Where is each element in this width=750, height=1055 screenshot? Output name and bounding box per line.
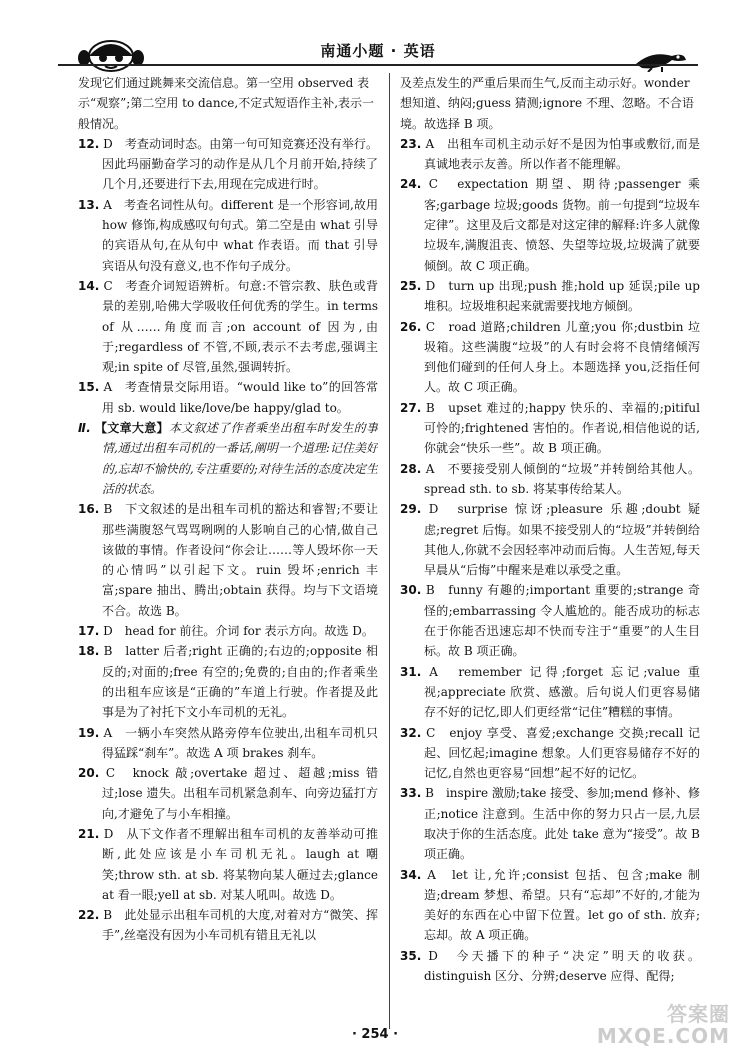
answer-columns [78,73,698,1033]
item-text: D 考查动词时态。由第一句可知竞赛还没有举行。因此玛丽勤奋学习的动作是从几个月前开始,持续了几个月,还要进行下去,用现在完成进行时。 [102,136,378,192]
answer-item [400,865,700,946]
answer-item [78,763,378,824]
item-text: C knock 敲;overtake 超过、超越;miss 错过;lose 遗失。出租车司机紧急刹车、向旁边猛打方向,才避免了与小车相撞。 [102,766,378,821]
answer-item [78,824,378,905]
watermark-line1: 答案圈 [667,1002,730,1026]
answer-item [78,905,378,946]
answer-item [78,134,378,195]
answer-item [400,580,700,661]
answer-item [78,499,378,621]
item-number: 28. [400,461,422,476]
item-text: B 此处显示出租车司机的大度,对着对方“微笑、挥手”,丝毫没有因为小车司机有错且无礼以 [102,908,378,943]
item-text: B funny 有趣的;important 重要的;strange 奇怪的;embarrassing 令人尴尬的。能否成功的标志在于你能否迅速忘却不快而专注于“重要”的人生目标。故 B 项正确。 [424,583,700,659]
item-text: C enjoy 享受、喜爱;exchange 交换;recall 记起、回忆起;imagine 想象。人们更容易储存不好的记忆,自然也更容易“回想”起不好的记忆。 [424,725,700,781]
item-number: 31. [400,664,422,679]
item-number: 33. [400,786,422,801]
item-number: 19. [78,725,100,740]
item-number: 32. [400,725,422,740]
item-text: A 出租车司机主动示好不是因为怕事或敷衍,而是真诚地表示友善。所以作者不能理解。 [424,136,700,172]
header-title: 南通小题 · 英语 [320,42,436,60]
item-number: 16. [78,502,100,517]
answer-item [400,174,700,275]
item-text: D 从下文作者不理解出租车司机的友善举动可推断,此处应该是小车司机无礼。laugh at 嘲笑;throw sth. at sb. 将某物向某人砸过去;glance at 看一眼;yell at sb. 对某人吼叫。故选 D。 [102,826,378,902]
answer-item [400,499,700,580]
answer-continuation: 发现它们通过跳舞来交流信息。第一空用 observed 表示“观察”;第二空用 to dance,不定式短语作主补,表示一般情况。 [78,76,375,131]
item-number: 21. [78,826,100,841]
item-number: 20. [78,766,100,781]
answer-item [400,723,700,784]
item-text: D surprise 惊讶;pleasure 乐趣;doubt 疑虑;regret 后悔。如果不接受别人的“垃圾”并转倒给其他人,你就不会因轻率冲动而后悔。人生苦短,每天早晨从“后悔”中醒来是难以承受之重。 [424,502,700,578]
left-column [78,73,378,1033]
watermark-line2: MXQE.COM [596,1024,730,1048]
answer-item [400,662,700,723]
answer-item [400,459,700,500]
item-text: B upset 难过的;happy 快乐的、幸福的;pitiful 可怜的;frightened 害怕的。作者说,相信他说的话,你就会“快乐一些”。故 B 项正确。 [424,400,700,456]
item-number: Ⅱ. [78,421,91,436]
header-rule [58,64,698,66]
answer-item [400,946,700,987]
answer-item [400,134,700,175]
item-number: 26. [400,319,422,334]
item-number: 27. [400,400,422,415]
answer-item [78,621,378,641]
item-number: 35. [400,948,422,963]
answer-item [78,195,378,276]
watermark [597,1003,730,1047]
item-number: 14. [78,278,100,293]
column-divider [389,73,390,1029]
item-number: 24. [400,177,422,192]
item-text: A 一辆小车突然从路旁停车位驶出,出租车司机只得猛踩“刹车”。故选 A 项 brakes 刹车。 [102,725,378,760]
item-number: 22. [78,908,100,923]
item-number: 34. [400,867,422,882]
item-number: 29. [400,502,422,517]
item-text: A let 让,允许;consist 包括、包含;make 制造;dream 梦想、希望。只有“忘却”不好的,才能为美好的东西在心中留下位置。let go of sth. 放弃;忘却。故 A 项正确。 [424,867,700,943]
item-text: A 考查名词性从句。different 是一个形容词,故用 how 修饰,构成感叹句句式。第二空是由 what 引导的宾语从句,在从句中 what 作表语。而 that 引导宾语从句没有意义,也不作句子成分。 [102,197,378,273]
item-text: C road 道路;children 儿童;you 你;dustbin 垃圾箱。这些满腹“垃圾”的人有时会将不良情绪倾泻到他们碰到的任何人身上。本题选择 you,泛指任何人。故 C 项正确。 [424,319,700,395]
item-number: 25. [400,278,422,293]
answer-item [78,723,378,764]
answer-continuation: 及差点发生的严重后果而生气,反而主动示好。wonder 想知道、纳闷;guess 猜测;ignore 不理、忽略。不合语境。故选择 B 项。 [400,76,694,131]
item-text: D turn up 出现;push 推;hold up 延误;pile up 堆积。垃圾堆积起来就需要找地方倾倒。 [424,278,700,314]
item-text: B 下文叙述的是出租车司机的豁达和睿智;不要让那些满腹怒气骂骂咧咧的人影响自己的心情,做自己该做的事情。作者设问“你会让……等人毁坏你一天的心情吗”以引起下文。ruin 毁坏;enrich 丰富;spare 抽出、腾出;obtain 获得。均与下文语境不合。故选 B。 [102,502,378,618]
answer-item [400,398,700,459]
item-text: B inspire 激励;take 接受、参加;mend 修补、修正;notice 注意到。生活中你的努力只占一层,九层取决于你的生活态度。此处 take 意为“接受”。故 B 项正确。 [424,786,700,862]
item-number: 15. [78,380,100,395]
passage-summary [78,418,378,499]
page-header [58,20,698,64]
item-number: 30. [400,583,422,598]
item-text: A remember 记得;forget 忘记;value 重视;appreciate 欣赏、感激。后句说人们更容易储存不好的记忆,即人们更经常“记住”糟糕的事情。 [424,664,700,720]
item-text: A 考查情景交际用语。“would like to”的回答常用 sb. would like/love/be happy/glad to。 [102,380,378,415]
item-text: C expectation 期望、期待;passenger 乘客;garbage 垃圾;goods 货物。前一句提到“垃圾车定律”。这里及后文都是对这定律的解释:许多人就像垃圾车,满腹沮丧、愤怒、失望等垃圾,垃圾满了就要倾倒。故 C 项正确。 [424,177,700,273]
item-text: A 不要接受别人倾倒的“垃圾”并转倒给其他人。spread sth. to sb. 将某事传给某人。 [424,461,700,496]
item-number: 18. [78,644,100,659]
right-column [400,73,700,1033]
item-text: D 今天播下的种子“决定”明天的收获。distinguish 区分、分辨;deserve 应得、配得; [424,948,700,984]
item-number: 13. [78,197,100,212]
answer-item [400,783,700,864]
item-number: 23. [400,136,422,151]
answer-item [78,276,378,377]
cartoon-animal-icon [632,46,688,72]
item-number: 12. [78,136,100,151]
answer-item [400,276,700,317]
page-number: · 254 · [351,1027,399,1042]
answer-item [78,641,378,722]
answer-item [78,377,378,418]
summary-tag: 【文章大意】 [94,421,169,436]
item-text: B latter 后者;right 正确的;右边的;opposite 相反的;对面的;free 有空的;免费的;自由的;作者乘坐的出租车应该是“正确的”车道上行驶。作者提及此事是为了衬托下文小车司机的无礼。 [102,644,378,720]
item-text: 本文叙述了作者乘坐出租车时发生的事情,通过出租车司机的一番话,阐明一个道理:记住美好的,忘却不愉快的,专注重要的;对待生活的态度决定生活的状态。 [102,421,378,496]
item-text: C 考查介词短语辨析。句意:不管宗教、肤色或背景的差别,哈佛大学吸收任何优秀的学生。in terms of 从……角度而言;on account of 因为,由于;regardless of 不管,不顾,表示不去考虑,强调主观;in spite of 尽管,虽然,强调转折。 [102,278,378,375]
item-number: 17. [78,624,100,639]
answer-item [400,317,700,398]
item-text: D head for 前往。介词 for 表示方向。故选 D。 [103,624,374,639]
